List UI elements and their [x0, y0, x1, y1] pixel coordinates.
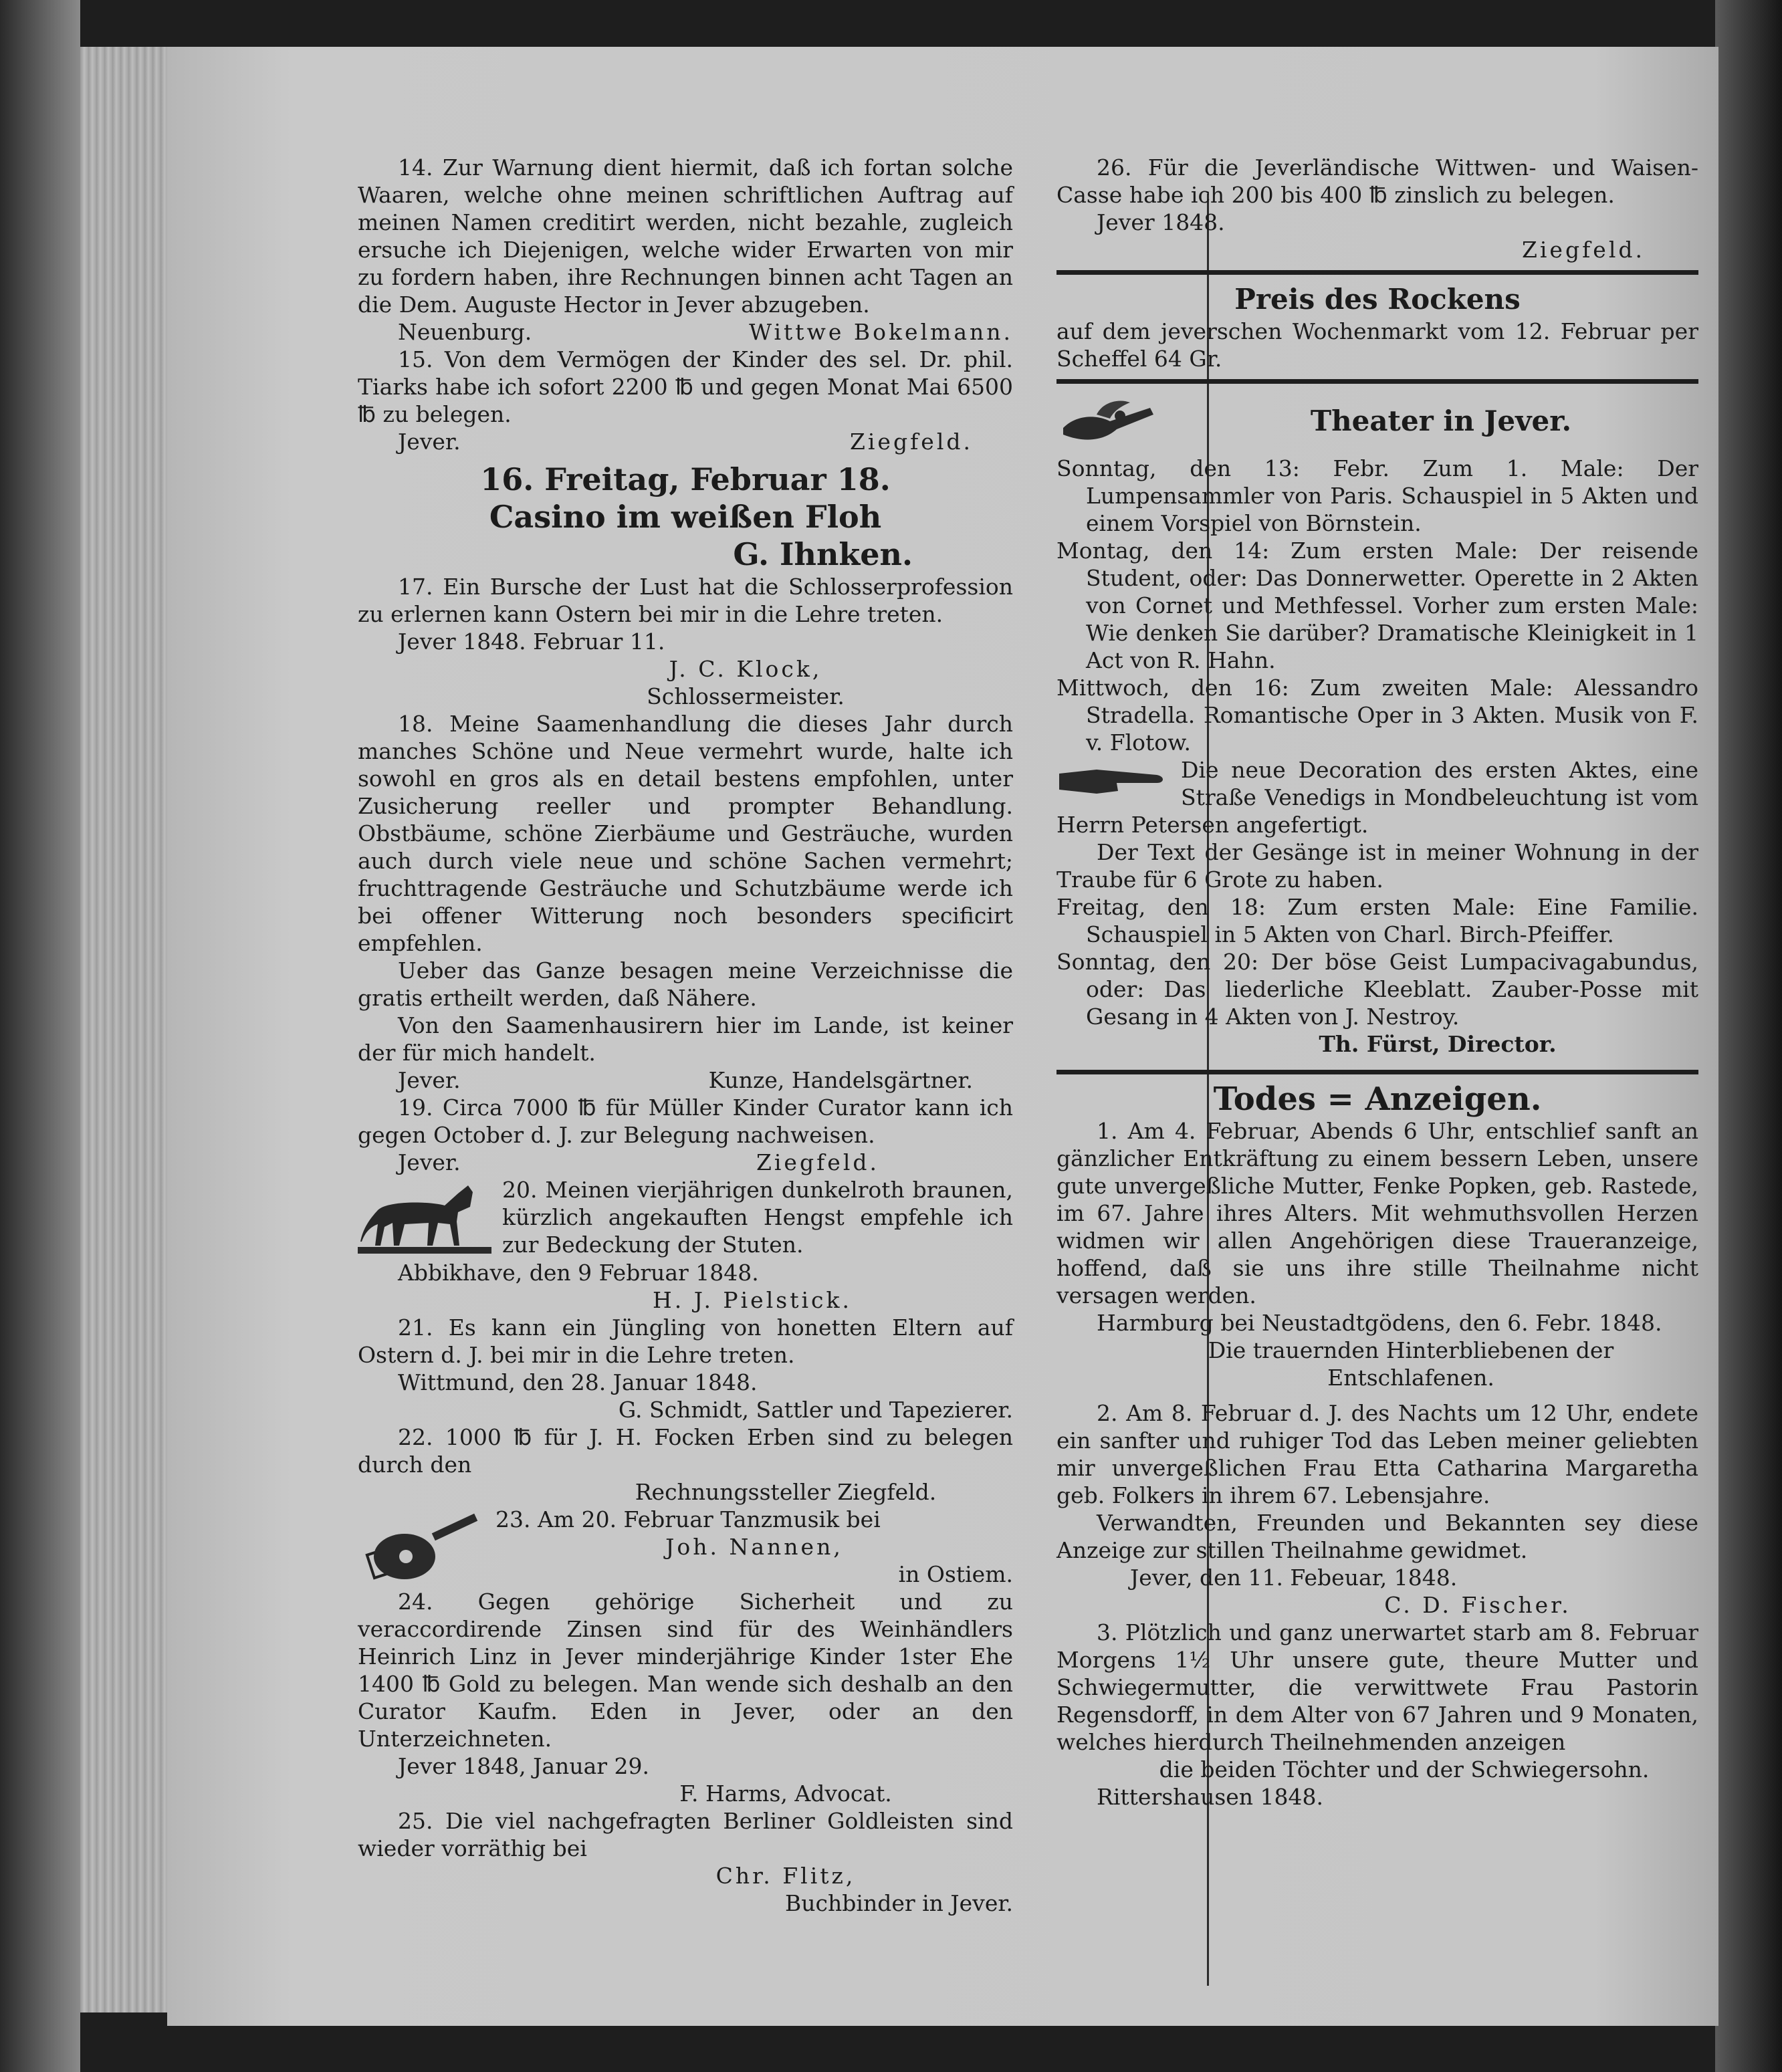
theater-entry-3: Mittwoch, den 16: Zum zweiten Male: Alessandro Stradella. Romantische Oper in 3 Akten. Musik von F. v. Flotow.	[1056, 675, 1698, 756]
guitar-icon	[358, 1510, 485, 1585]
angel-trumpet-icon	[1056, 394, 1157, 448]
rule	[1056, 270, 1698, 275]
notice-18-paragraph-1: 18. Meine Saamenhandlung die dieses Jahr durch manches Schöne und Neue vermehrt wurde, halte ich sowohl en gros als en detail bestens empfohlen, unter Zusicherung reeller und prompter Behandlung. Obstbäume, schöne Zierbäume und Gesträuche, wurden auch durch viele neue und schöne Sachen vermehrt; fruchttragende Gesträuche und Schutzbäume werde ich bei offener Witterung noch besonders specificirt empfehlen.	[358, 711, 1013, 956]
notice-17-date: Jever 1848. Februar 11.	[398, 628, 665, 655]
notice-20: 20. Meinen vierjährigen dunkelroth braunen, kürzlich angekauften Hengst empfehle ich zur Bedeckung der Stuten.	[502, 1177, 1013, 1258]
rocken-price-heading: Preis des Rockens	[1234, 283, 1521, 316]
notice-24-date: Jever 1848, Januar 29.	[398, 1753, 649, 1779]
notice-18-paragraph-2: Ueber das Ganze besagen meine Verzeichnisse die gratis ertheilt werden, daß Nähere.	[358, 957, 1013, 1011]
notice-21-date: Wittmund, den 28. Januar 1848.	[398, 1369, 758, 1395]
notice-16-line1: 16. Freitag, Februar 18.	[480, 461, 891, 497]
horse-icon	[358, 1180, 491, 1258]
theater-entry-4: Freitag, den 18: Zum ersten Male: Eine Familie. Schauspiel in 5 Akten von Charl. Birch-Pfeiffer.	[1056, 894, 1698, 947]
death-notice-2-dedication: Verwandten, Freunden und Bekannten sey diese Anzeige zur stillen Theilnahme gewidmet.	[1056, 1510, 1698, 1563]
notice-23-signature: Joh. Nannen,	[665, 1534, 843, 1560]
theater-signature: Th. Fürst, Director.	[1319, 1031, 1557, 1057]
notice-24: 24. Gegen gehörige Sicherheit und zu veraccordirende Zinsen sind für des Weinhändlers Heinrich Linz in Jever minderjährige Kinder 1ster Ehe 1400 ℔ Gold zu belegen. Man wende sich deshalb an den Curator Kaufm. Eden in Jever, oder an den Unterzeichneten.	[358, 1589, 1013, 1752]
signature: Ziegfeld.	[849, 429, 973, 455]
book-binding-left	[0, 0, 80, 2072]
death-notice-2-date: Jever, den 11. Febeuar, 1848.	[1130, 1565, 1458, 1591]
notice-16-line3: G. Ihnken.	[733, 536, 913, 572]
notice-18-paragraph-3: Von den Saamenhausirern hier im Lande, ist keiner der für mich handelt.	[358, 1012, 1013, 1066]
signature: Wittwe Bokelmann.	[749, 319, 1013, 345]
notice-21-signature: G. Schmidt, Sattler und Tapezierer.	[618, 1397, 1013, 1423]
death-notice-3-signature: die beiden Töchter und der Schwiegersohn.	[1159, 1756, 1650, 1782]
book-binding-right	[1715, 0, 1782, 2072]
notice-21: 21. Es kann ein Jüngling von honetten Eltern auf Ostern d. J. bei mir in die Lehre treten.	[358, 1314, 1013, 1368]
notice-24-signature: F. Harms, Advocat.	[679, 1780, 892, 1807]
notice-23: 23. Am 20. Februar Tanzmusik bei	[495, 1506, 881, 1532]
place: Neuenburg.	[398, 319, 532, 345]
theater-entry-2: Montag, den 14: Zum ersten Male: Der reisende Student, oder: Das Donnerwetter. Operette in 2 Akten von Cornet und Methfessel. Vorher zum ersten Male: Wie denken Sie darüber? Dramatische Kleinigkeit in 1 Act von R. Hahn.	[1056, 538, 1698, 673]
signature: Ziegfeld.	[756, 1149, 879, 1175]
place: Jever.	[398, 1067, 461, 1093]
notice-17-signature: J. C. Klock,	[669, 656, 822, 682]
notice-18-signature-line	[358, 1066, 1013, 1094]
right-column	[1056, 154, 1698, 1811]
notice-26-date: Jever 1848.	[1097, 209, 1225, 235]
theater-heading: Theater in Jever.	[1310, 405, 1572, 437]
notice-22: 22. 1000 ℔ für J. H. Focken Erben sind zu belegen durch den	[358, 1424, 1013, 1478]
death-notice-3-date: Rittershausen 1848.	[1097, 1784, 1324, 1810]
left-column	[358, 154, 1013, 1917]
notice-17-title: Schlossermeister.	[647, 683, 845, 709]
theater-entry-1: Sonntag, den 13: Febr. Zum 1. Male: Der Lumpensammler von Paris. Schauspiel in 5 Akten und einem Vorspiel von Börnstein.	[1056, 455, 1698, 536]
death-notice-2: 2. Am 8. Februar d. J. des Nachts um 12 Uhr, endete ein sanfter und ruhiger Tod das Leben meiner geliebten mir unvergeßlichen Frau Etta Catharina Margaretha geb. Folkers in ihrem 67. Lebensjahre.	[1056, 1400, 1698, 1508]
notice-16-line2: Casino im weißen Floh	[489, 499, 882, 535]
notice-20-signature: H. J. Pielstick.	[653, 1287, 852, 1313]
notice-22-signature: Rechnungssteller Ziegfeld.	[635, 1479, 937, 1505]
death-notice-1: 1. Am 4. Februar, Abends 6 Uhr, entschlief sanft an gänzlicher Entkräftung zu einem bessern Leben, unsere gute unvergeßliche Mutter, Fenke Popken, geb. Rastede, im 67. Jahre ihres Alters. Mit wehmuthsvollen Herzen widmen wir allen Angehörigen diese Traueranzeige, hoffend, daß sie uns ihre stille Theilnahme nicht versagen werden.	[1056, 1118, 1698, 1308]
rule	[1056, 1070, 1698, 1074]
notice-19: 19. Circa 7000 ℔ für Müller Kinder Curator kann ich gegen October d. J. zur Belegung nachweisen.	[358, 1095, 1013, 1148]
theater-note-text: Der Text der Gesänge ist in meiner Wohnung in der Traube für 6 Grote zu haben.	[1056, 839, 1698, 893]
notice-15: 15. Von dem Vermögen der Kinder des sel. Dr. phil. Tiarks habe ich sofort 2200 ℔ und gegen Monat Mai 6500 ℔ zu belegen.	[358, 346, 1013, 427]
death-notice-1-date: Harmburg bei Neustadtgödens, den 6. Febr. 1848.	[1097, 1310, 1662, 1336]
place: Jever.	[398, 1149, 461, 1175]
pointing-hand-icon	[1056, 760, 1170, 800]
theater-entry-5: Sonntag, den 20: Der böse Geist Lumpacivagabundus, oder: Das liederliche Kleeblatt. Zauber-Posse mit Gesang in 4 Akten von J. Nestroy.	[1056, 949, 1698, 1030]
death-notice-1-signature: Die trauernden Hinterbliebenen der Entschlafenen.	[1208, 1337, 1614, 1391]
notice-25-title: Buchbinder in Jever.	[785, 1890, 1013, 1916]
signature: Kunze, Handelsgärtner.	[708, 1067, 973, 1093]
death-notices-heading: Todes = Anzeigen.	[1213, 1080, 1542, 1118]
notice-26: 26. Für die Jeverländische Wittwen- und Waisen-Casse habe ich 200 bis 400 ℔ zinslich zu belegen.	[1056, 154, 1698, 208]
death-notice-2-signature: C. D. Fischer.	[1384, 1592, 1571, 1618]
notice-25: 25. Die viel nachgefragten Berliner Goldleisten sind wieder vorräthig bei	[358, 1808, 1013, 1861]
notice-14-signature-line	[358, 318, 1013, 346]
notice-19-signature-line	[358, 1149, 1013, 1176]
rule	[1056, 379, 1698, 384]
notice-17: 17. Ein Bursche der Lust hat die Schlosserprofession zu erlernen kann Ostern bei mir in die Lehre treten.	[358, 574, 1013, 627]
rocken-price-text: auf dem jeverschen Wochenmarkt vom 12. Februar per Scheffel 64 Gr.	[1056, 318, 1698, 372]
notice-20-date: Abbikhave, den 9 Februar 1848.	[398, 1260, 759, 1286]
notice-15-signature-line	[358, 428, 1013, 455]
notice-23-place: in Ostiem.	[898, 1561, 1013, 1587]
death-notice-3: 3. Plötzlich und ganz unerwartet starb am 8. Februar Morgens 1½ Uhr unsere gute, theure Mutter und Schwiegermutter, die verwittwete Frau Pastorin Regensdorff, in dem Alter von 67 Jahren und 9 Monaten, welches hierdurch Theilnehmenden anzeigen	[1056, 1619, 1698, 1755]
notice-25-signature: Chr. Flitz,	[715, 1863, 856, 1889]
theater-header	[1056, 394, 1698, 448]
notice-14: 14. Zur Warnung dient hiermit, daß ich fortan solche Waaren, welche ohne meinen schriftlichen Auftrag auf meinen Namen creditirt werden, nicht bezahle, zugleich ersuche ich Diejenigen, welche wider Erwarten von mir zu fordern haben, ihre Rechnungen binnen acht Tagen an die Dem. Auguste Hector in Jever abzugeben.	[358, 154, 1013, 318]
theater-note-decoration: Die neue Decoration des ersten Aktes, eine Straße Venedigs in Mondbeleuchtung ist vom Herrn Petersen angefertigt.	[1056, 757, 1698, 838]
notice-26-signature: Ziegfeld.	[1521, 237, 1645, 263]
place: Jever.	[398, 429, 461, 455]
